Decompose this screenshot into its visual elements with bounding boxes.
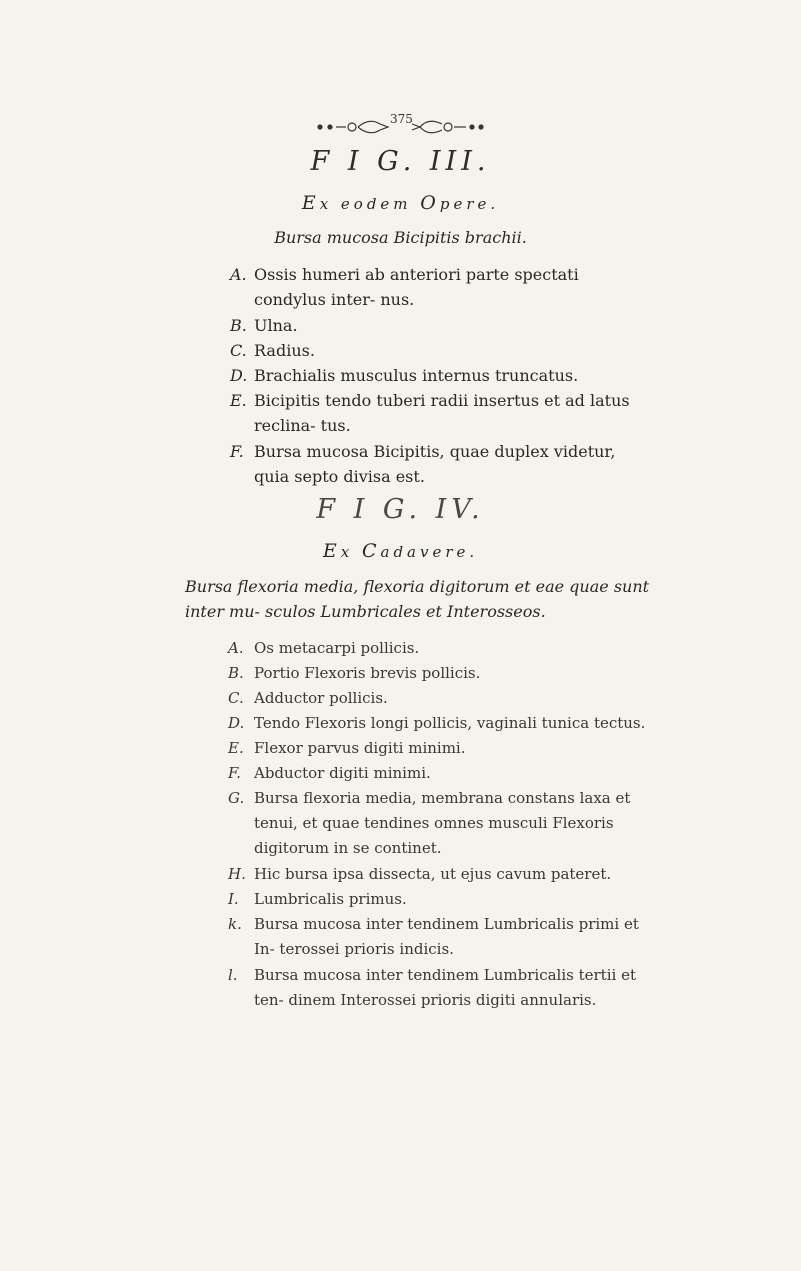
item-label: C.	[230, 341, 247, 360]
item-text: Lumbricalis primus.	[254, 890, 407, 908]
item-text: Bicipitis tendo tuberi radii insertus et ad latus reclina- tus.	[254, 391, 630, 435]
figure-4-item-b	[228, 661, 658, 686]
item-text: Radius.	[254, 341, 315, 360]
item-text: Bursa flexoria media, membrana constans laxa et tenui, et quae tendines omnes musculi Flexoris digitorum in se continet.	[254, 789, 631, 857]
figure-4-item-l	[228, 963, 658, 1013]
item-text: Bursa mucosa Bicipitis, quae duplex videtur, quia septo divisa est.	[254, 442, 616, 486]
item-label: H.	[228, 865, 246, 883]
figure-4-subtitle-rest2: adavere.	[380, 543, 479, 561]
item-text: Bursa mucosa inter tendinem Lumbricalis primi et In- terossei prioris indicis.	[254, 915, 639, 958]
page-number: 375	[390, 112, 413, 126]
figure-4-subtitle	[0, 540, 801, 562]
figure-4-subtitle-rest1: x	[340, 543, 362, 561]
figure-3-item-f	[230, 439, 650, 489]
item-label: E.	[228, 739, 244, 757]
figure-3-caption: Bursa mucosa Bicipitis brachii.	[274, 228, 527, 247]
figure-4-item-a	[228, 636, 658, 661]
item-text: Ossis humeri ab anteriori parte spectati condylus inter- nus.	[254, 265, 579, 309]
item-label: B.	[228, 664, 244, 682]
figure-3-subtitle-cap2: O	[420, 192, 440, 214]
item-text: Flexor parvus digiti minimi.	[254, 739, 466, 757]
item-text: Tendo Flexoris longi pollicis, vaginali tunica tectus.	[254, 714, 646, 732]
figure-4-subtitle-cap2: C	[361, 540, 381, 562]
figure-4-item-g	[228, 786, 658, 861]
item-label: k.	[228, 915, 242, 933]
item-label: D.	[230, 366, 248, 385]
item-text: Os metacarpi pollicis.	[254, 639, 420, 657]
figure-4-item-i	[228, 887, 658, 912]
figure-4-item-k	[228, 912, 658, 962]
item-text: Portio Flexoris brevis pollicis.	[254, 664, 481, 682]
item-text: Brachialis musculus internus truncatus.	[254, 366, 579, 385]
item-label: G.	[228, 789, 245, 807]
item-label: l.	[228, 966, 238, 984]
item-label: E.	[230, 391, 247, 410]
item-label: F.	[228, 764, 241, 782]
item-text: Adductor pollicis.	[254, 689, 388, 707]
figure-3-subtitle	[0, 192, 801, 214]
figure-4-subtitle-cap1: E	[322, 540, 341, 562]
figure-4-item-f	[228, 761, 658, 786]
item-label: B.	[230, 316, 247, 335]
figure-3-item-b	[230, 313, 650, 338]
figure-3-item-d	[230, 363, 650, 388]
item-label: F.	[230, 442, 244, 461]
item-label: D.	[228, 714, 245, 732]
item-text: Hic bursa ipsa dissecta, ut ejus cavum pateret.	[254, 865, 612, 883]
figure-3-item-a	[230, 262, 650, 312]
item-text: Abductor digiti minimi.	[254, 764, 431, 782]
item-text: Bursa mucosa inter tendinem Lumbricalis tertii et ten- dinem Interossei prioris digiti annularis.	[254, 966, 636, 1009]
item-label: C.	[228, 689, 244, 707]
figure-4-caption: Bursa flexoria media, flexoria digitorum et eae quae sunt inter mu- sculos Lumbricales et Interosseos.	[185, 577, 650, 621]
figure-4-item-d	[228, 711, 658, 736]
figure-4-item-e	[228, 736, 658, 761]
figure-4-item-h	[228, 862, 658, 887]
item-label: A.	[228, 639, 244, 657]
figure-4-item-c	[228, 686, 658, 711]
figure-4-title: F I G. IV.	[316, 494, 485, 525]
item-label: A.	[230, 265, 247, 284]
item-text: Ulna.	[254, 316, 298, 335]
item-label: I.	[228, 890, 239, 908]
figure-3-subtitle-rest2: pere.	[439, 195, 500, 213]
figure-3-title: F I G. III.	[310, 146, 491, 177]
figure-3-subtitle-cap1: E	[301, 192, 320, 214]
figure-3-item-c	[230, 338, 650, 363]
figure-3-item-e	[230, 388, 650, 438]
figure-3-subtitle-rest1: x eodem	[319, 195, 421, 213]
